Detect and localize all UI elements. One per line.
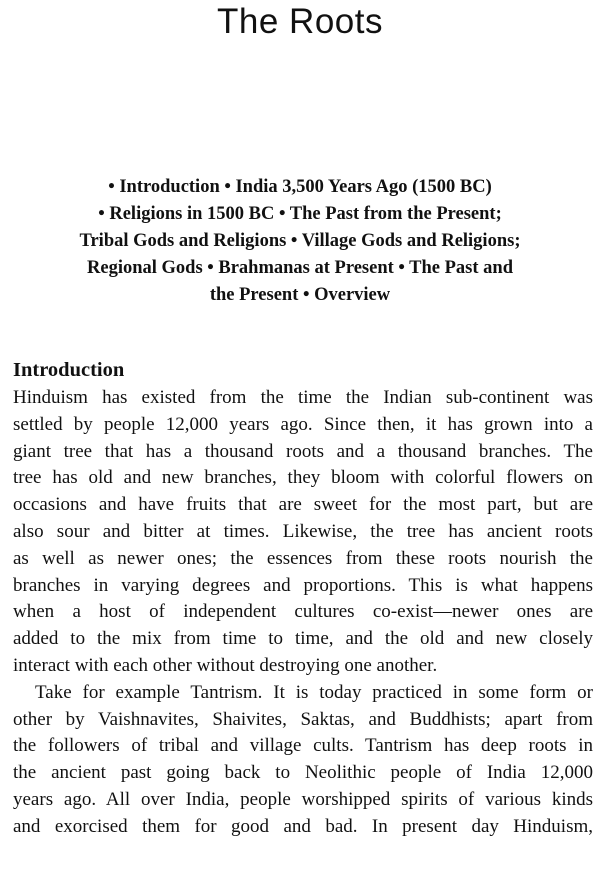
text-line: Take for example Tantrism. It is today practiced in some form or [35,681,593,703]
contents-line: Regional Gods • Brahmanas at Present • The Past and [87,258,513,278]
contents-line: the Present • Overview [209,285,391,305]
text-line: giant tree that has a thousand roots and a thousand branches. The [13,440,593,462]
paragraph [13,680,593,841]
text-line: the ancient past going back to Neolithic people of India 12,000 [13,762,593,784]
text-line: settled by people 12,000 years ago. Since then, it has grown into a [13,413,593,435]
text-line: other by Vaishnavites, Shaivites, Saktas, and Buddhists; apart from [13,708,593,730]
text-line: Hinduism has existed from the time the Indian sub-continent was [13,387,593,408]
text-line: added to the mix from time to time, and the old and new closely [13,628,593,650]
chapter-contents-summary [20,174,580,309]
chapter-title: The Roots [217,2,383,41]
text-line: when a host of independent cultures co-exist—newer ones are [13,601,593,623]
body-text [13,385,593,841]
text-line: branches in varying degrees and proportions. This is what happens [13,574,593,596]
text-line: also sour and bitter at times. Likewise, the tree has ancient roots [13,520,593,542]
section-heading: Introduction [13,359,125,381]
text-line: years ago. All over India, people worshipped spirits of various kinds [13,788,593,810]
contents-line: • Introduction • India 3,500 Years Ago (1500 BC) [108,177,492,197]
text-line: the followers of tribal and village cults. Tantrism has deep roots in [13,735,593,757]
text-line: interact with each other without destroying one another. [13,654,438,676]
text-line: tree has old and new branches, they bloom with colorful flowers on [13,467,593,489]
paragraph [13,385,593,680]
text-line: as well as newer ones; the essences from these roots nourish the [13,547,593,569]
contents-line: Tribal Gods and Religions • Village Gods and Religions; [79,231,521,251]
text-line: occasions and have fruits that are sweet for the most part, but are [13,494,593,516]
text-line: and exorcised them for good and bad. In present day Hinduism, [13,815,593,837]
contents-line: • Religions in 1500 BC • The Past from the Present; [98,204,502,224]
